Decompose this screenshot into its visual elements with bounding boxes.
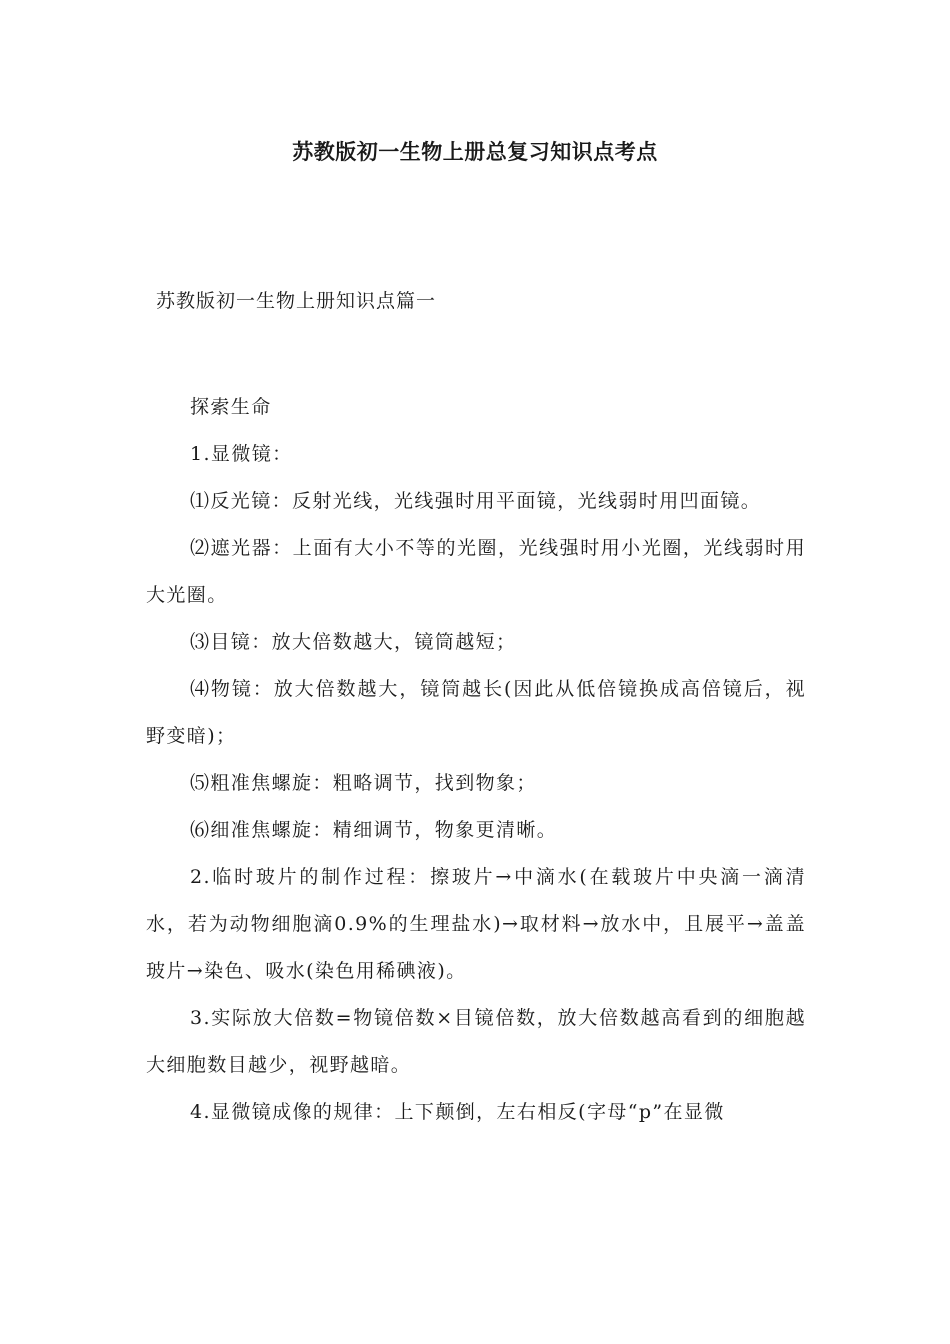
paragraph-eyepiece: ⑶目镜：放大倍数越大，镜筒越短；	[190, 631, 517, 653]
paragraph-microscope: 1.显微镜：	[190, 443, 293, 465]
paragraph-coarse-focus: ⑸粗准焦螺旋：粗略调节，找到物象；	[190, 772, 537, 794]
document-title: 苏教版初一生物上册总复习知识点考点	[292, 140, 658, 164]
paragraph-mirror: ⑴反光镜：反射光线，光线强时用平面镜，光线弱时用凹面镜。	[190, 490, 762, 512]
paragraph-magnification: 3.实际放大倍数=物镜倍数×目镜倍数，放大倍数越高看到的细胞越大细胞数目越少，视野越暗。	[146, 1007, 806, 1076]
paragraph-heading-explore-life: 探索生命	[190, 396, 272, 418]
document-body	[146, 384, 806, 1136]
paragraph-slide-preparation: 2.临时玻片的制作过程：擦玻片→中滴水(在载玻片中央滴一滴清水，若为动物细胞滴0.9%的生理盐水)→取材料→放水中，且展平→盖盖玻片→染色、吸水(染色用稀碘液)。	[146, 866, 806, 982]
paragraph-diaphragm: ⑵遮光器：上面有大小不等的光圈，光线强时用小光圈，光线弱时用大光圈。	[146, 537, 806, 606]
section-title: 苏教版初一生物上册知识点篇一	[156, 290, 437, 312]
paragraph-objective: ⑷物镜：放大倍数越大，镜筒越长(因此从低倍镜换成高倍镜后，视野变暗)；	[146, 678, 806, 747]
paragraph-fine-focus: ⑹细准焦螺旋：精细调节，物象更清晰。	[190, 819, 558, 841]
paragraph-imaging-rule: 4.显微镜成像的规律：上下颠倒，左右相反(字母“p”在显微	[190, 1101, 725, 1123]
